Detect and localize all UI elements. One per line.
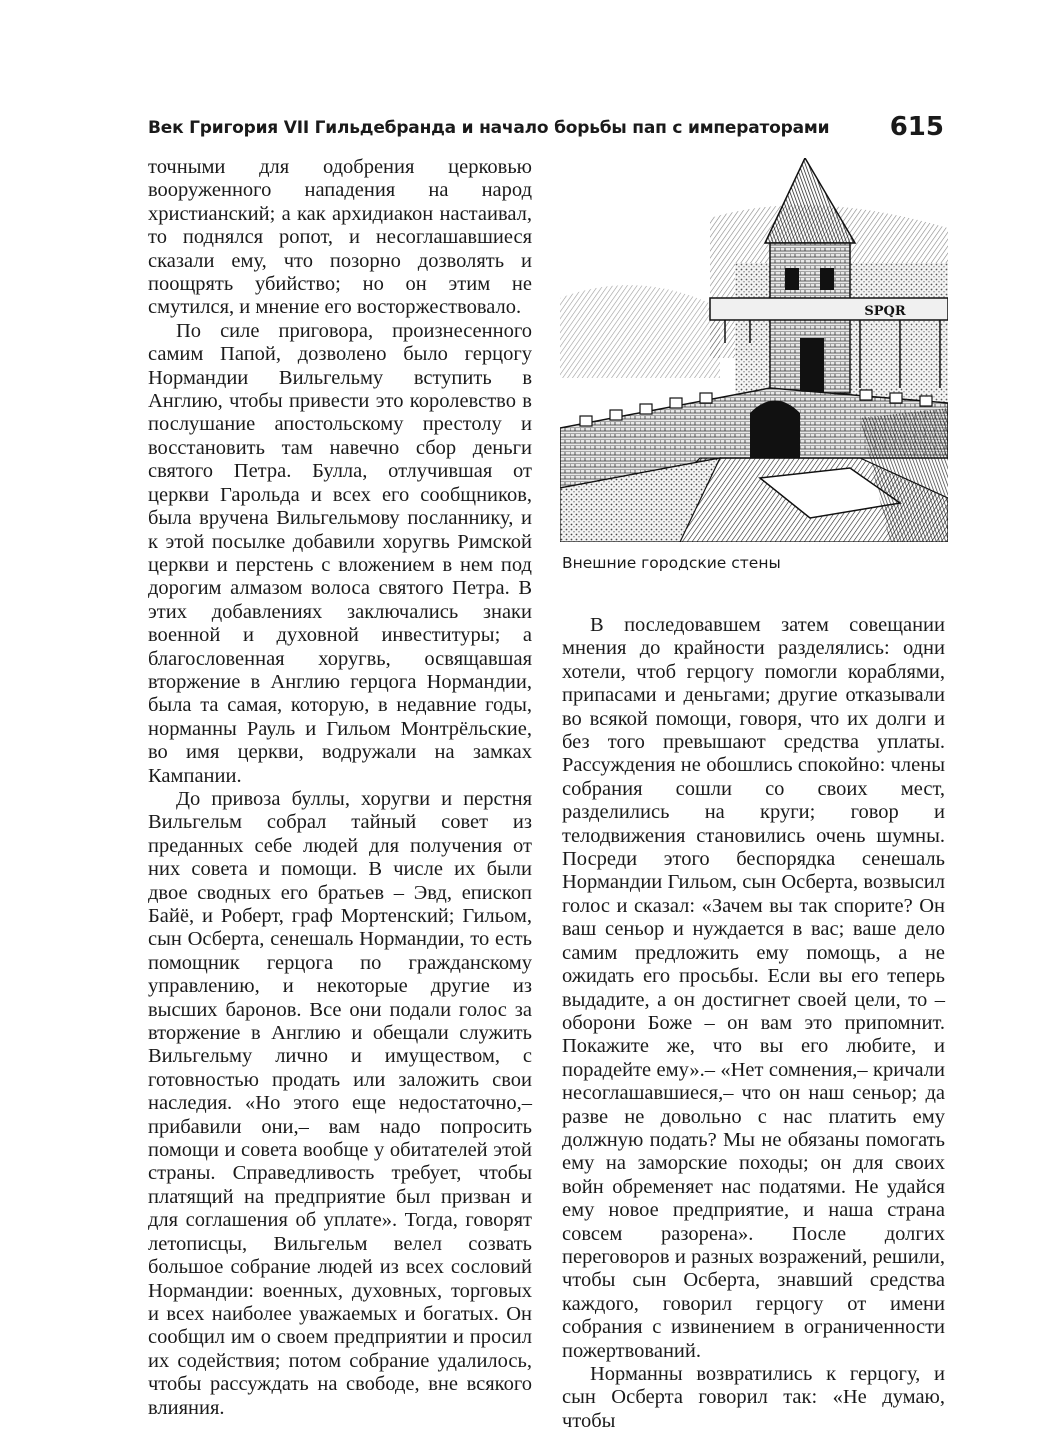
figure-caption: Внешние городские стены — [562, 554, 781, 572]
paragraph: Норманны возвратились к герцогу, и сын Осберта говорил так: «Не думаю, чтобы — [562, 1363, 945, 1432]
paragraph: В последовавшем затем совещании мнения до крайности разделялись: одни хотели, чтоб герцогу помогли кораблями, припасами и деньгами; другие отказывали во всякой помощи, говоря, что их долги и без того превышают средства уплаты. Рассуждения не обошлись спокойно: члены собрания сошли со своих мест, разделились на круги; говор и телодвижения становились очень шумны. Посреди этого беспорядка сенешаль Нормандии Гильом, сын Осберта, возвысил голос и сказал: «Зачем вы так спорите? Он ваш сеньор и нуждается в вас; ваше дело самим предложить ему помощь, а не ожидать его просьбы. Если вы его теперь выдадите, а он достигнет своей цели, то – оборони Боже – он вам это припомнит. Покажите же, что вы его любите, и порадейте ему».– «Нет сомнения,– кричали несоглашавшиеся,– что он наш сеньор; да разве не довольно с нас платить ему должную подать? Мы не обязаны помогать ему на заморские походы; он для своих войн обременяет нас податями. Не удайся ему новое предприятие, и наша страна совсем разорена». После долгих переговоров и разных возражений, решили, чтобы сын Осберта, знавший средства каждого, говорил герцогу от имени собрания с извинением в ограниченности пожертвований. — [562, 614, 945, 1362]
paragraph: До привоза буллы, хоругви и перстня Вильгельм собрал тайный совет из преданных себе людей для получения от них совета и помощи. В числе их были двое сводных его братьев – Эвд, епископ Байё, и Роберт, граф Мортенский; Гильом, сын Осберта, сенешаль Нормандии, то есть помощник герцога по гражданскому управлению, и некоторые другие из высших баронов. Все они подали голос за вторжение в Англию и обещали служить Вильгельму лично и имуществом, с готовностью продать или заложить свои наследия. «Но этого еще недостаточно,– прибавили они,– вам надо попросить помощи и совета вообще у обитателей этой страны. Справедливость требует, чтобы платящий на предприятие был призван и для соглашения об уплате». Тогда, говорят летописцы, Вильгельм велел созвать большое собрание людей из всех сословий Нормандии: военных, духовных, торговых и всех наиболее уважаемых и богатых. Он сообщил им о своем предприятии и просил их содействия; потом собрание удалилось, чтобы рассуждать на свободе, вне всякого влияния. — [148, 787, 532, 1419]
right-column — [562, 614, 945, 1433]
left-column — [148, 156, 532, 1420]
running-title: Век Григория VII Гильдебранда и начало борьбы пап с императорами — [148, 118, 830, 138]
paragraph: По силе приговора, произнесенного самим Папой, дозволено было герцогу Нормандии Вильгельму вступить в Англию, чтобы привести это королевство в послушание апостольскому престолу и восстановить там навечно сбор деньги святого Петра. Булла, отлучившая от церкви Гарольда и всех его сообщников, была вручена Вильгельмову посланнику, и к этой посылке добавили хоругвь Римской церкви и перстень с вложением в нем под дорогим алмазом волоса святого Петра. В этих добавлениях заключались знаки военной и духовной инвеституры; а благословенная хоругвь, освящавшая вторжение в Англию герцога Нормандии, была та самая, которую, в недавние годы, норманны Рауль и Гильом Монтрёльские, во имя церкви, водружали на замках Кампании. — [148, 319, 532, 787]
page-number: 615 — [889, 112, 944, 142]
paragraph: точными для одобрения церковью вооруженного нападения на народ христианский; а как архидиакон настаивал, то поднялся ропот, и несоглашавшиеся сказали ему, что позорно дозволять и поощрять убийство; но он этим не смутился, и мнение его восторжествовало. — [148, 156, 532, 319]
engraving-illustration — [560, 158, 948, 542]
gallery-inscription: SPQR — [864, 304, 906, 319]
city-walls-engraving — [560, 158, 948, 542]
